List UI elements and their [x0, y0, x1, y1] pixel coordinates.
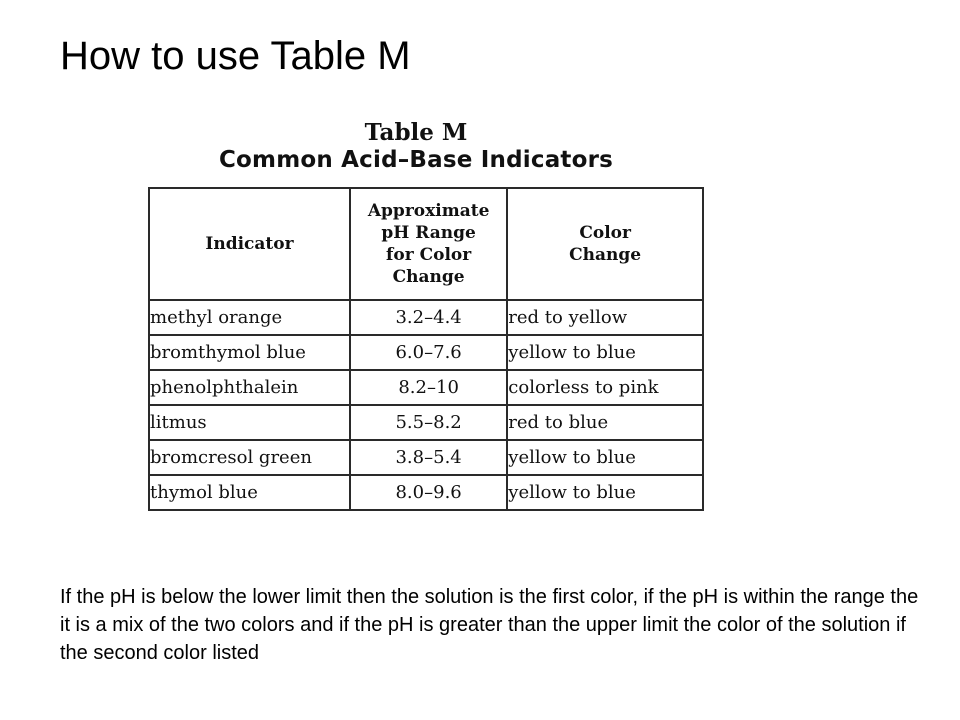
color-change-cell: yellow to blue	[507, 475, 703, 510]
header-indicator: Indicator	[149, 188, 350, 300]
ph-range-cell: 3.2–4.4	[350, 300, 507, 335]
header-ph-range	[350, 188, 507, 300]
indicator-cell: bromthymol blue	[149, 335, 350, 370]
color-change-cell: yellow to blue	[507, 335, 703, 370]
indicator-cell: litmus	[149, 405, 350, 440]
indicator-cell: phenolphthalein	[149, 370, 350, 405]
header-color-change	[507, 188, 703, 300]
table-header-row	[149, 188, 703, 300]
table-row	[149, 405, 703, 440]
color-change-cell: red to blue	[507, 405, 703, 440]
table-m-figure	[148, 120, 704, 511]
table-row	[149, 370, 703, 405]
indicator-cell: methyl orange	[149, 300, 350, 335]
table-subtitle: Common Acid–Base Indicators	[218, 147, 614, 173]
table-row	[149, 335, 703, 370]
header-ph-range-line: pH Range	[381, 223, 476, 243]
table-caption: Table M	[364, 119, 468, 146]
ph-range-cell: 5.5–8.2	[350, 405, 507, 440]
color-change-cell: yellow to blue	[507, 440, 703, 475]
color-change-cell: red to yellow	[507, 300, 703, 335]
header-color-change-line: Color	[579, 223, 631, 243]
ph-range-cell: 8.0–9.6	[350, 475, 507, 510]
ph-range-cell: 3.8–5.4	[350, 440, 507, 475]
table-row	[149, 440, 703, 475]
table-row	[149, 300, 703, 335]
header-ph-range-line: for Color	[386, 245, 472, 265]
explanation-text: If the pH is below the lower limit then the solution is the first color, if the pH is within the range the it is a mix of the two colors and if the pH is greater than the upper limit the color of the solution if the second color listed	[60, 586, 919, 664]
slide-title: How to use Table M	[60, 34, 411, 78]
ph-range-cell: 6.0–7.6	[350, 335, 507, 370]
indicator-cell: thymol blue	[149, 475, 350, 510]
color-change-cell: colorless to pink	[507, 370, 703, 405]
indicators-table	[148, 187, 704, 511]
ph-range-cell: 8.2–10	[350, 370, 507, 405]
header-color-change-line: Change	[569, 245, 642, 265]
header-ph-range-line: Change	[392, 267, 465, 287]
indicator-cell: bromcresol green	[149, 440, 350, 475]
header-ph-range-line: Approximate	[367, 201, 490, 221]
table-row	[149, 475, 703, 510]
